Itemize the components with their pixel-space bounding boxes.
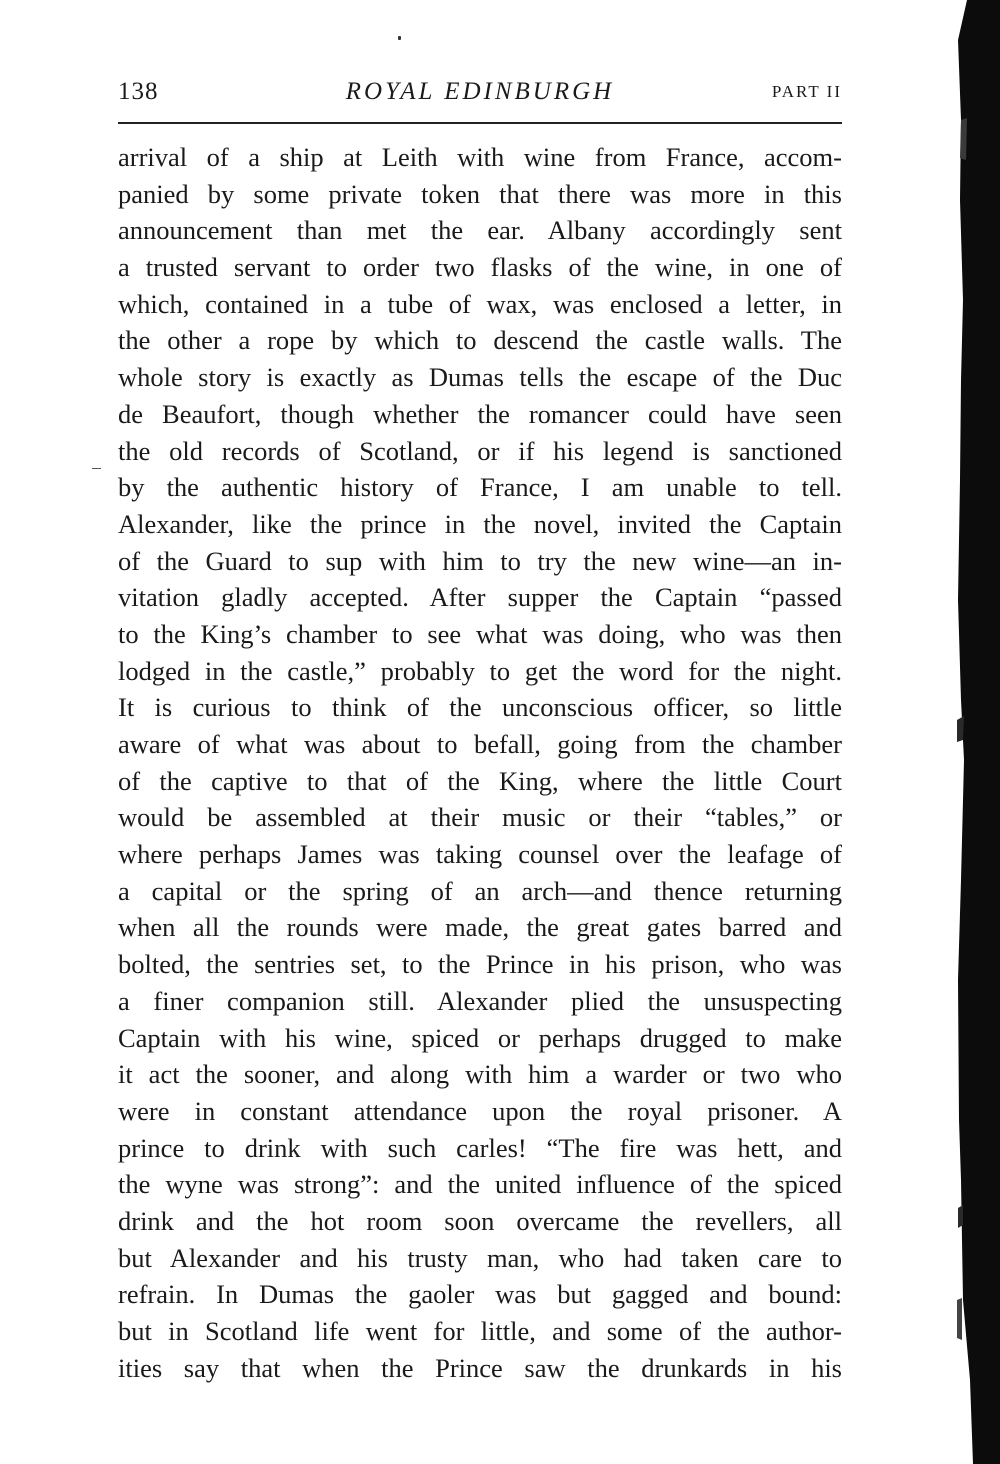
text-line: it act the sooner, and along with him a warder or two who [118,1059,842,1090]
scan-speck [398,36,401,40]
text-line: drink and the hot room soon overcame the revellers, all [118,1205,842,1236]
text-line: a trusted servant to order two flasks of the wine, in one of [118,252,842,283]
text-line: when all the rounds were made, the great gates barred and [118,912,842,943]
text-line: by the authentic history of France, I am unable to tell. [118,472,842,503]
running-head [118,78,842,112]
margin-mark [92,468,101,469]
text-line: which, contained in a tube of wax, was enclosed a letter, in [118,288,842,319]
running-title: ROYAL EDINBURGH [345,78,615,105]
text-line: were in constant attendance upon the royal prisoner. A [118,1095,842,1126]
text-line: but in Scotland life went for little, and some of the author- [118,1316,842,1346]
page-number: 138 [118,78,159,105]
text-line: Captain with his wine, spiced or perhaps drugged to make [118,1022,842,1053]
text-line: the other a rope by which to descend the castle walls. The [118,325,842,356]
text-line: a finer companion still. Alexander plied the unsuspecting [118,985,842,1016]
text-line: lodged in the castle,” probably to get the word for the night. [118,655,842,686]
text-line: bolted, the sentries set, to the Prince in his prison, who was [118,949,842,980]
text-line: announcement than met the ear. Albany accordingly sent [118,215,842,246]
text-line: aware of what was about to befall, going from the chamber [118,729,842,759]
header-rule [118,122,842,124]
text-line: to the King’s chamber to see what was doing, who was then [118,618,842,649]
text-line: where perhaps James was taking counsel over the leafage of [118,839,842,870]
scan-binding-edge [955,0,1000,1464]
text-line: It is curious to think of the unconscious officer, so little [118,692,842,723]
text-line: arrival of a ship at Leith with wine from France, accom- [118,142,842,172]
text-line: whole story is exactly as Dumas tells the escape of the Duc [118,362,842,393]
text-line: Alexander, like the prince in the novel, invited the Captain [118,508,842,539]
text-line: vitation gladly accepted. After supper the Captain “passed [118,582,842,613]
text-line: panied by some private token that there was more in this [118,178,842,209]
text-line: of the captive to that of the King, where the little Court [118,765,842,796]
text-line: would be assembled at their music or their “tables,” or [118,802,842,833]
text-line: the wyne was strong”: and the united influence of the spiced [118,1169,842,1200]
text-line: a capital or the spring of an arch—and thence returning [118,875,842,906]
body-text [118,139,842,1386]
text-line: but Alexander and his trusty man, who had taken care to [118,1242,842,1273]
text-line: of the Guard to sup with him to try the new wine—an in- [118,545,842,576]
text-line: the old records of Scotland, or if his legend is sanctioned [118,435,842,466]
text-line: ities say that when the Prince saw the drunkards in his [118,1352,842,1383]
text-line: prince to drink with such carles! “The fire was hett, and [118,1132,842,1163]
part-label: PART II [771,82,842,101]
text-line: de Beaufort, though whether the romancer could have seen [118,398,842,429]
text-line: refrain. In Dumas the gaoler was but gagged and bound: [118,1279,842,1310]
